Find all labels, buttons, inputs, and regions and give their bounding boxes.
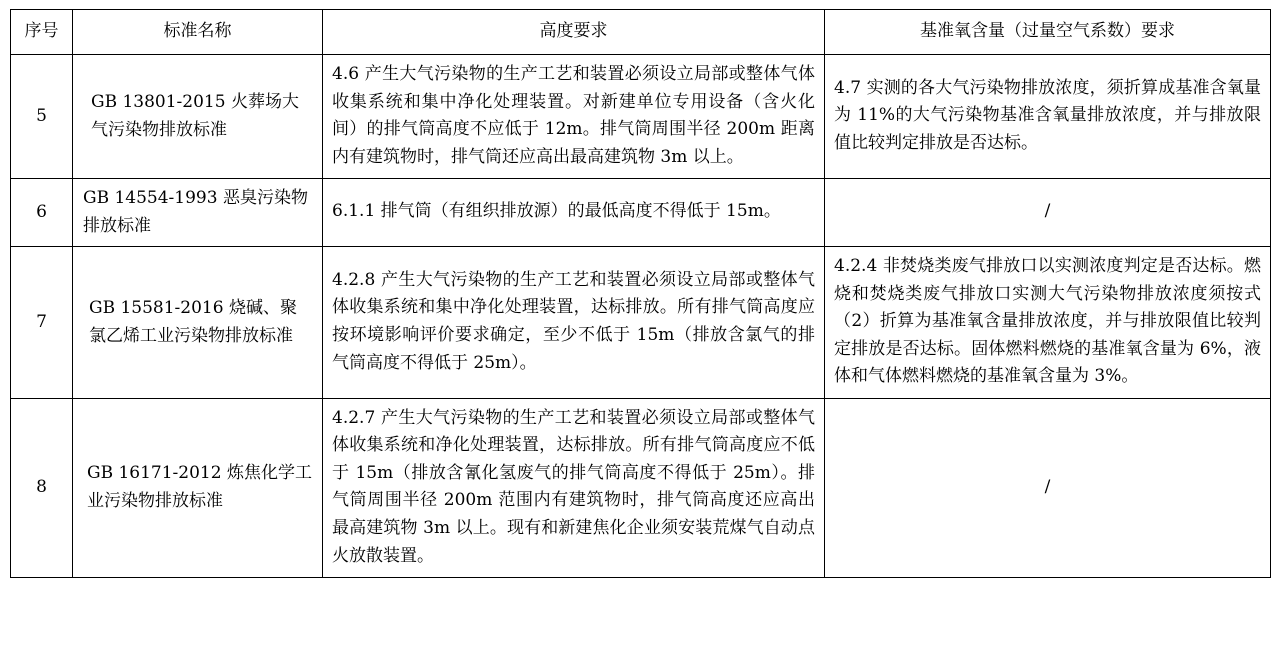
standard-name (73, 55, 323, 179)
height-requirement: 6.1.1 排气筒（有组织排放源）的最低高度不得低于 15m。 (323, 179, 825, 247)
column-header-oxygen-requirement: 基准氧含量（过量空气系数）要求 (825, 10, 1271, 55)
oxygen-requirement: / (825, 179, 1271, 247)
standard-name-text: GB 14554-1993 恶臭污染物排放标准 (83, 188, 308, 236)
standards-table (10, 9, 1271, 578)
height-requirement: 4.6 产生大气污染物的生产工艺和装置必须设立局部或整体气体收集系统和集中净化处理装置。对新建单位专用设备（含火化间）的排气筒高度不应低于 12m。排气筒周围半径 200m 距离内有建筑物时，排气筒还应高出最高建筑物 3m 以上。 (323, 55, 825, 179)
standard-name (73, 398, 323, 577)
row-number: 6 (11, 179, 73, 247)
standard-name-text: GB 13801-2015 火葬场大气污染物排放标准 (91, 92, 299, 140)
table-row (11, 247, 1271, 399)
standard-name (73, 179, 323, 247)
standard-name-text: GB 15581-2016 烧碱、聚氯乙烯工业污染物排放标准 (89, 297, 297, 346)
row-number: 7 (11, 247, 73, 399)
standard-name-text: GB 16171-2012 炼焦化学工业污染物排放标准 (87, 463, 312, 511)
table-header (11, 10, 1271, 55)
table-body (11, 55, 1271, 578)
oxygen-requirement: / (825, 398, 1271, 577)
table-header-row (11, 10, 1271, 55)
height-requirement: 4.2.7 产生大气污染物的生产工艺和装置必须设立局部或整体气体收集系统和净化处理装置，达标排放。所有排气筒高度应不低于 15m（排放含氰化氢废气的排气筒高度不得低于 25m）。排气筒周围半径 200m 范围内有建筑物时，排气筒高度还应高出最高建筑物 3m 以上。现有和新建焦化企业须安装荒煤气自动点火放散装置。 (323, 398, 825, 577)
row-number: 8 (11, 398, 73, 577)
row-number: 5 (11, 55, 73, 179)
standard-name (73, 247, 323, 399)
table-row (11, 55, 1271, 179)
table-row (11, 179, 1271, 247)
table-row (11, 398, 1271, 577)
column-header-no: 序号 (11, 10, 73, 55)
oxygen-requirement: 4.7 实测的各大气污染物排放浓度，须折算成基准含氧量为 11%的大气污染物基准含氧量排放浓度，并与排放限值比较判定排放是否达标。 (825, 55, 1271, 179)
column-header-height-requirement: 高度要求 (323, 10, 825, 55)
oxygen-requirement: 4.2.4 非焚烧类废气排放口以实测浓度判定是否达标。燃烧和焚烧类废气排放口实测大气污染物排放浓度须按式（2）折算为基准氧含量排放浓度，并与排放限值比较判定排放是否达标。固体燃料燃烧的基准氧含量为 6%，液体和气体燃料燃烧的基准氧含量为 3%。 (825, 247, 1271, 399)
column-header-standard-name: 标准名称 (73, 10, 323, 55)
height-requirement: 4.2.8 产生大气污染物的生产工艺和装置必须设立局部或整体气体收集系统和集中净化处理装置，达标排放。所有排气筒高度应按环境影响评价要求确定，至少不低于 15m（排放含氯气的排气筒高度不得低于 25m）。 (323, 247, 825, 399)
